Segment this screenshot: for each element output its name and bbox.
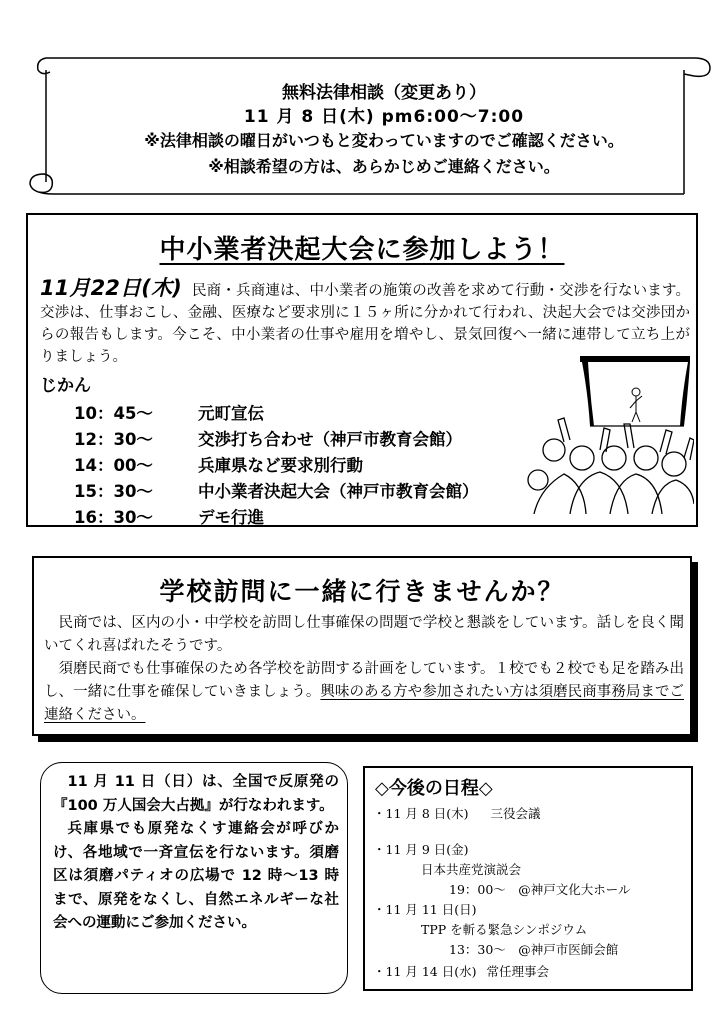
schedule-row: [74, 400, 264, 424]
antinuclear-para-2: 兵庫県でも原発なくす連絡会が呼びかけ、各地域で一斉宣伝を行ないます。須磨区は須磨パティオの広場で 12 時～13 時まで、原発をなくし、自然エネルギーな社会への運動にご参加ください。: [53, 821, 339, 931]
event-name: 常任理事会: [486, 964, 550, 979]
school-para-1: 民商では、区内の小・中学校を訪問し仕事確保の問題で学校と懇談をしています。話しを良く聞いてくれ喜ばれたそうです。: [44, 615, 684, 654]
antinuclear-para-1: 11 月 11 日（日）は、全国で反原発の『100 万人国会大占拠』が行なわれます。: [53, 774, 339, 814]
event-name: 日本共産党演説会: [421, 862, 522, 877]
antinuclear-body: [53, 771, 339, 936]
rally-illustration: [524, 354, 694, 514]
rally-title: 中小業者決起大会に参加しよう！: [159, 235, 565, 265]
schedule-heading: じかん: [40, 376, 91, 396]
schedule-event: デモ行進: [198, 508, 264, 527]
schedule-event: 元町宣伝: [198, 404, 264, 423]
schedule-time: 12：30～: [74, 430, 153, 449]
schedule-row: [74, 426, 462, 450]
school-section: [32, 556, 692, 736]
consultation-datetime: 11 月 8 日(木) pm6:00～7:00: [243, 107, 525, 127]
school-para-2-text: 須磨民商でも仕事確保のため各学校を訪問する計画をしています。１校でも２校でも足を踏み出し、一緒に仕事を確保していきましょう。: [44, 661, 684, 700]
school-body: [44, 612, 684, 727]
schedule-time: 10：45～: [74, 404, 153, 423]
consultation-note-2: ※相談希望の方は、あらかじめご連絡ください。: [208, 157, 560, 176]
event-name: TPP を斬る緊急シンポジウム: [421, 922, 588, 937]
rally-title-wrap: [28, 229, 696, 266]
rally-date: 11月22日(木): [40, 276, 182, 300]
schedule-time: 16：30～: [74, 508, 153, 527]
consultation-title: 無料法律相談（変更あり）: [282, 83, 486, 103]
event-date: ・11 月 14 日(水): [373, 964, 477, 979]
schedule-event: 交渉打ち合わせ（神戸市教育会館）: [198, 430, 462, 449]
event-detail: 19：00～ @神戸文化大ホール: [449, 882, 631, 897]
upcoming-section: [363, 766, 693, 991]
upcoming-title: ◇今後の日程◇: [375, 778, 493, 799]
school-contact-note: 興味のある方や参加されたい方は須磨民商事務局までご連絡ください。: [44, 684, 685, 723]
event-date: ・11 月 9 日(金): [373, 842, 469, 857]
consultation-note-1: ※法律相談の曜日がいつもと変わっていますのでご確認ください。: [144, 131, 624, 150]
event-detail: 13：30～ @神戸市医師会館: [449, 942, 619, 957]
upcoming-event: [373, 804, 541, 822]
schedule-event: 中小業者決起大会（神戸市教育会館）: [198, 482, 479, 501]
school-title: 学校訪問に一緒に行きませんか？: [159, 577, 565, 606]
rally-intro: 民商・兵商連は、中小業者の施策の改善を求めて行動・交渉を行ないます。交渉は、仕事おこし、金融、医療など要求別に１５ヶ所に分かれて行われ、決起大会では交渉団からの報告もします。今こそ、中小業者の仕事や雇用を増やし、景気回復へ一緒に連帯して立ち上がりましょう。: [40, 283, 690, 365]
upcoming-event: [373, 962, 549, 980]
schedule-row: [74, 478, 479, 502]
schedule-row: [74, 452, 363, 476]
school-para-2: [44, 658, 684, 727]
schedule-row: [74, 504, 264, 528]
consultation-scroll: [24, 48, 714, 208]
event-date: ・11 月 8 日(木): [373, 806, 469, 821]
event-name: 三役会議: [490, 806, 541, 821]
schedule-time: 14：00～: [74, 456, 153, 475]
antinuclear-section: [40, 762, 348, 994]
event-date: ・11 月 11 日(日): [373, 902, 477, 917]
schedule-time: 15：30～: [74, 482, 153, 501]
schedule-event: 兵庫県など要求別行動: [198, 456, 363, 475]
